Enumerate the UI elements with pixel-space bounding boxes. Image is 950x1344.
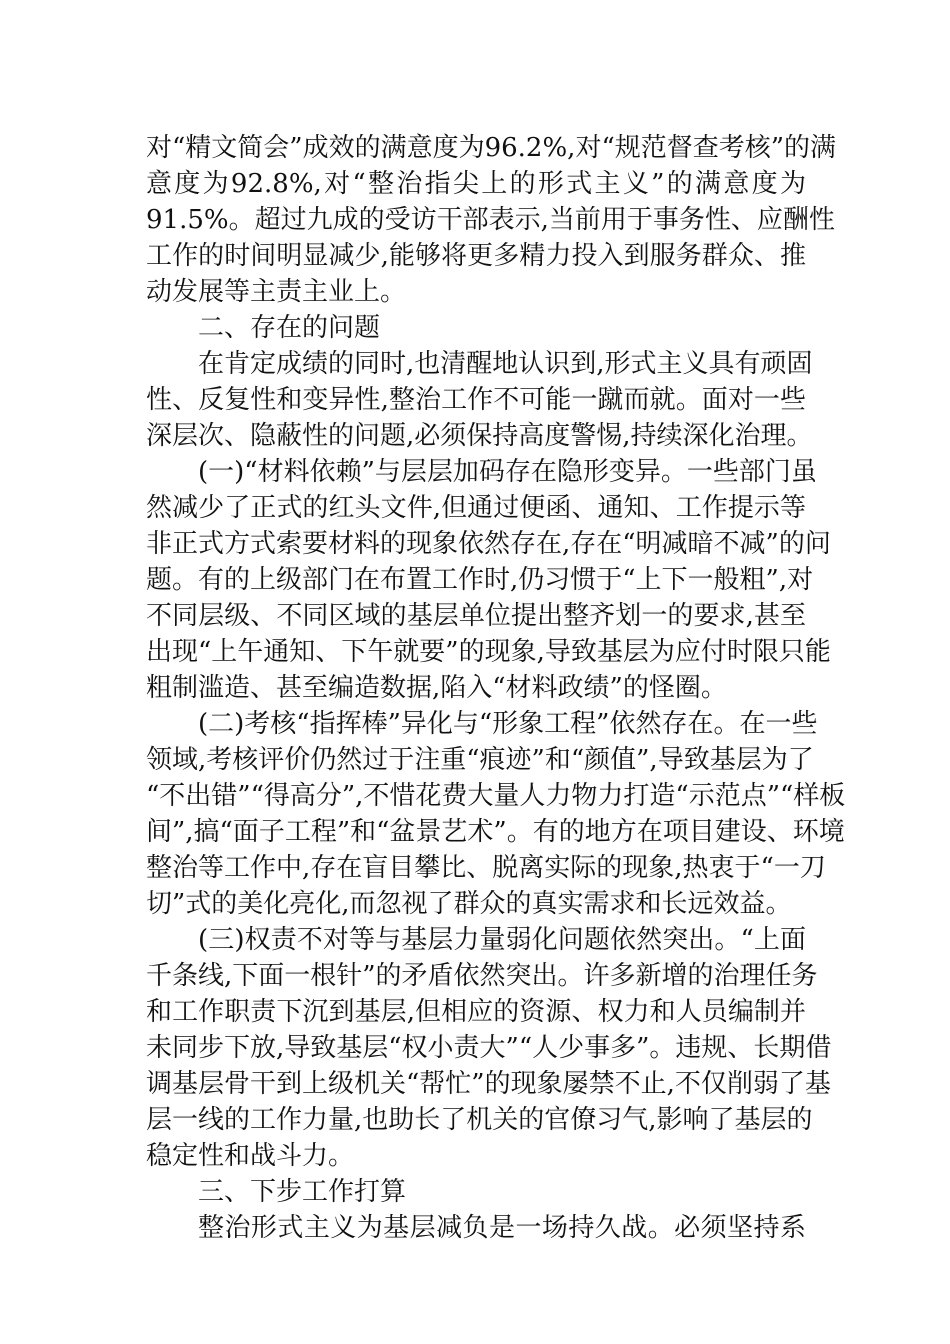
text-line: 粗制滥造、甚至编造数据,陷入“材料政绩”的怪圈。 [146,673,727,703]
text-line: 千条线,下面一根针”的矛盾依然突出。许多新增的治理任务 [146,961,818,991]
text-line: 层一线的工作力量,也助长了机关的官僚习气,影响了基层的 [146,1105,813,1135]
section-heading: 二、存在的问题 [198,313,381,343]
text-line: 然减少了正式的红头文件,但通过便函、通知、工作提示等 [146,493,806,523]
text-line: 对“精文简会”成效的满意度为96.2%,对“规范督查考核”的满 [146,133,837,163]
text-line: 不同层级、不同区域的基层单位提出整齐划一的要求,甚至 [146,601,806,631]
text-line: 稳定性和战斗力。 [146,1141,355,1171]
text-line: 整治形式主义为基层减负是一场持久战。必须坚持系 [198,1213,806,1243]
text-line: 调基层骨干到上级机关“帮忙”的现象屡禁不止,不仅削弱了基 [146,1069,831,1099]
text-line: 意度为92.8%,对“整治指尖上的形式主义”的满意度为 [146,169,806,199]
text-line: 和工作职责下沉到基层,但相应的资源、权力和人员编制并 [146,997,806,1027]
text-line: 动发展等主责主业上。 [146,277,407,307]
text-line: 整治等工作中,存在盲目攀比、脱离实际的现象,热衷于“一刀 [146,853,826,883]
text-line: (三)权责不对等与基层力量弱化问题依然突出。“上面 [198,925,806,955]
text-line: 未同步下放,导致基层“权小责大”“人少事多”。违规、长期借 [146,1033,832,1063]
section-heading: 三、下步工作打算 [198,1177,407,1207]
text-line: “不出错”“得高分”,不惜花费大量人力物力打造“示范点”“样板 [146,781,846,811]
text-line: (二)考核“指挥棒”异化与“形象工程”依然存在。在一些 [198,709,818,739]
text-line: 出现“上午通知、下午就要”的现象,导致基层为应付时限只能 [146,637,831,667]
text-line: 深层次、隐蔽性的问题,必须保持高度警惕,持续深化治理。 [146,421,813,451]
text-line: 非正式方式索要材料的现象依然存在,存在“明减暗不减”的问 [146,529,831,559]
text-line: 工作的时间明显减少,能够将更多精力投入到服务群众、推 [146,241,806,271]
text-line: 题。有的上级部门在布置工作时,仍习惯于“上下一般粗”,对 [146,565,814,595]
text-line: 91.5%。超过九成的受访干部表示,当前用于事务性、应酬性 [146,205,835,235]
text-line: 在肯定成绩的同时,也清醒地认识到,形式主义具有顽固 [198,349,813,379]
text-line: 性、反复性和变异性,整治工作不可能一蹴而就。面对一些 [146,385,806,415]
text-line: 间”,搞“面子工程”和“盆景艺术”。有的地方在项目建设、环境 [146,817,845,847]
text-line: 切”式的美化亮化,而忽视了群众的真实需求和长远效益。 [146,889,792,919]
text-line: (一)“材料依赖”与层层加码存在隐形变异。一些部门虽 [198,457,817,487]
text-line: 领域,考核评价仍然过于注重“痕迹”和“颜值”,导致基层为了 [146,745,814,775]
